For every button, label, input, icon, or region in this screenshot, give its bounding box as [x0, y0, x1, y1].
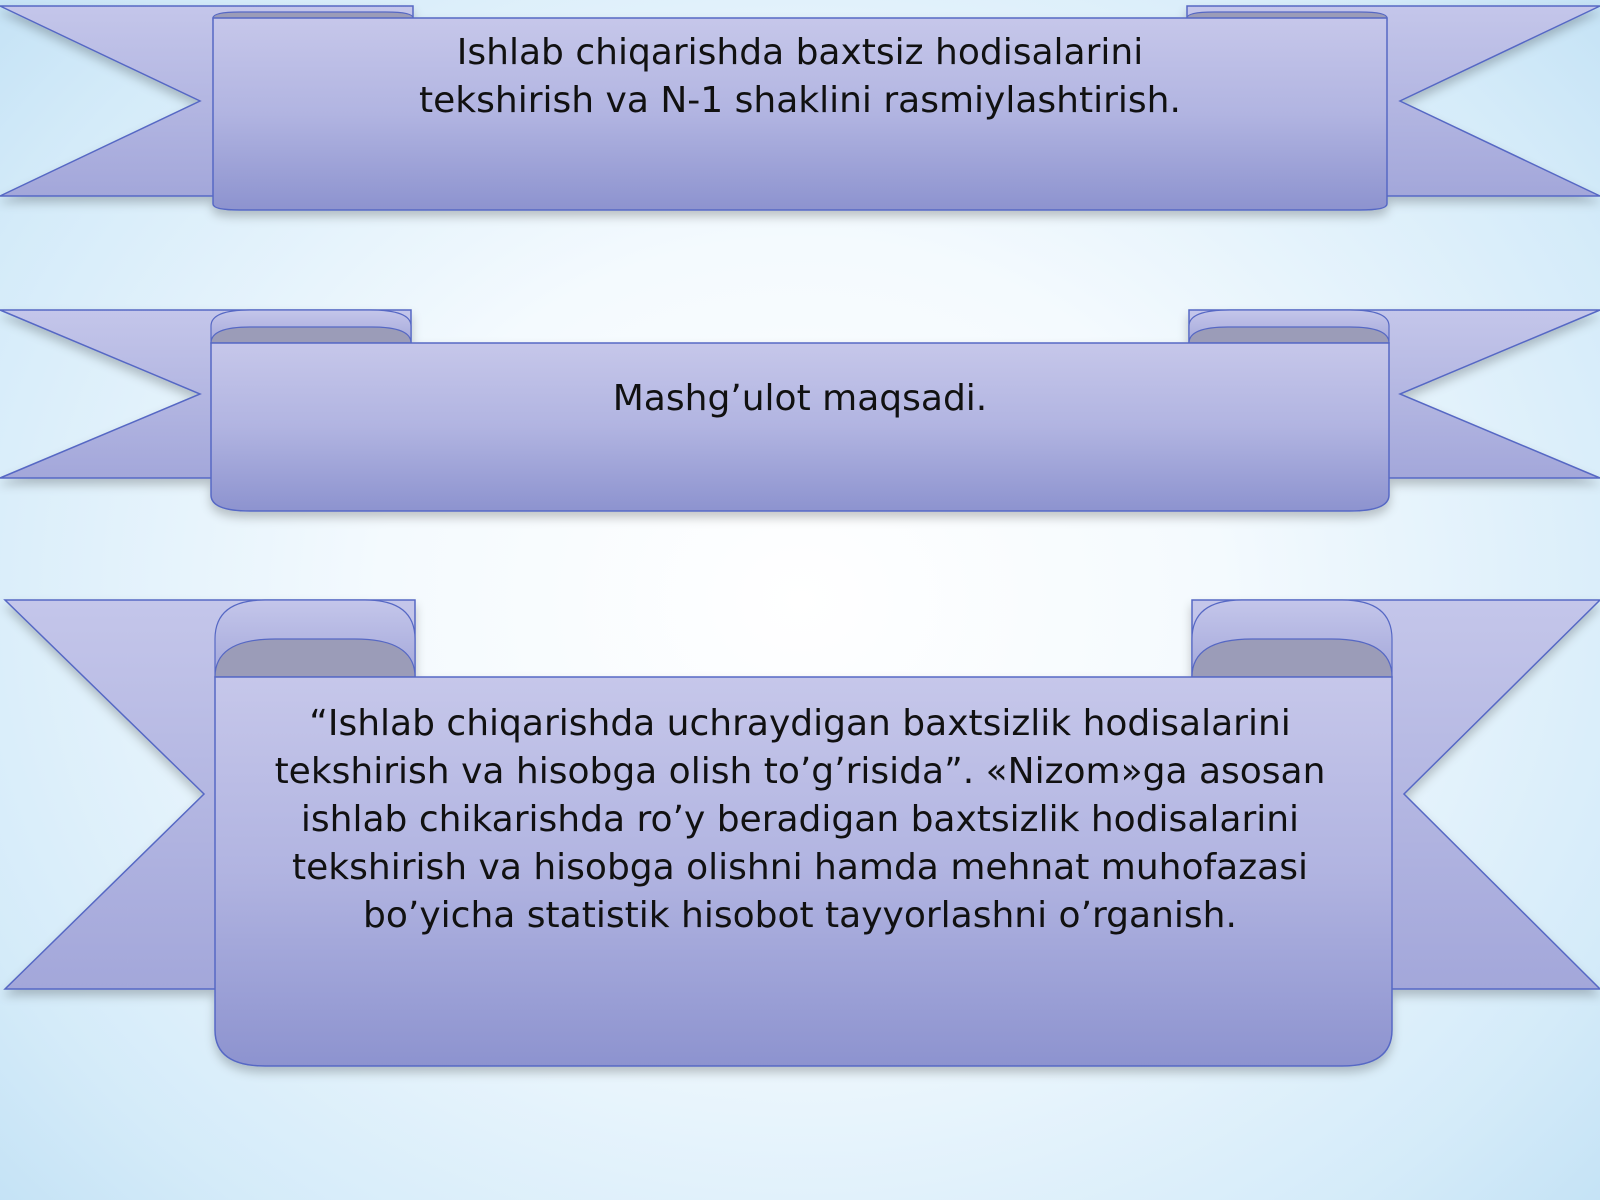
banner-2-right-fold: [1189, 327, 1389, 343]
banner-3-left-fold: [215, 639, 415, 677]
banner-3-right-fold: [1192, 639, 1392, 677]
banner-3-body: [240, 700, 1360, 940]
banner-3-line-4: tekshirish va hisobga olishni hamda mehnat muhofazasi: [292, 847, 1308, 888]
banner-1-line-2: tekshirish va N-1 shaklini rasmiylashtirish.: [419, 80, 1181, 121]
banner-3-line-3: ishlab chikarishda ro’y beradigan baxtsizlik hodisalarini: [300, 799, 1300, 840]
banner-1-heading: [300, 29, 1300, 125]
banner-3-line-2: tekshirish va hisobga olish to’g’risida”. «Nizom»ga asosan: [274, 751, 1326, 792]
banner-2-heading: [300, 375, 1300, 423]
banner-2-left-fold: [211, 327, 411, 343]
banner-1-line-1: Ishlab chiqarishda baxtsiz hodisalarini: [456, 32, 1144, 73]
banner-2-front: [211, 343, 1389, 511]
banner-2-line-1: Mashg’ulot maqsadi.: [612, 378, 988, 419]
banner-3-line-1: “Ishlab chiqarishda uchraydigan baxtsizlik hodisalarini: [309, 703, 1291, 744]
banner-3-line-5: bo’yicha statistik hisobot tayyorlashni o’rganish.: [363, 895, 1237, 936]
